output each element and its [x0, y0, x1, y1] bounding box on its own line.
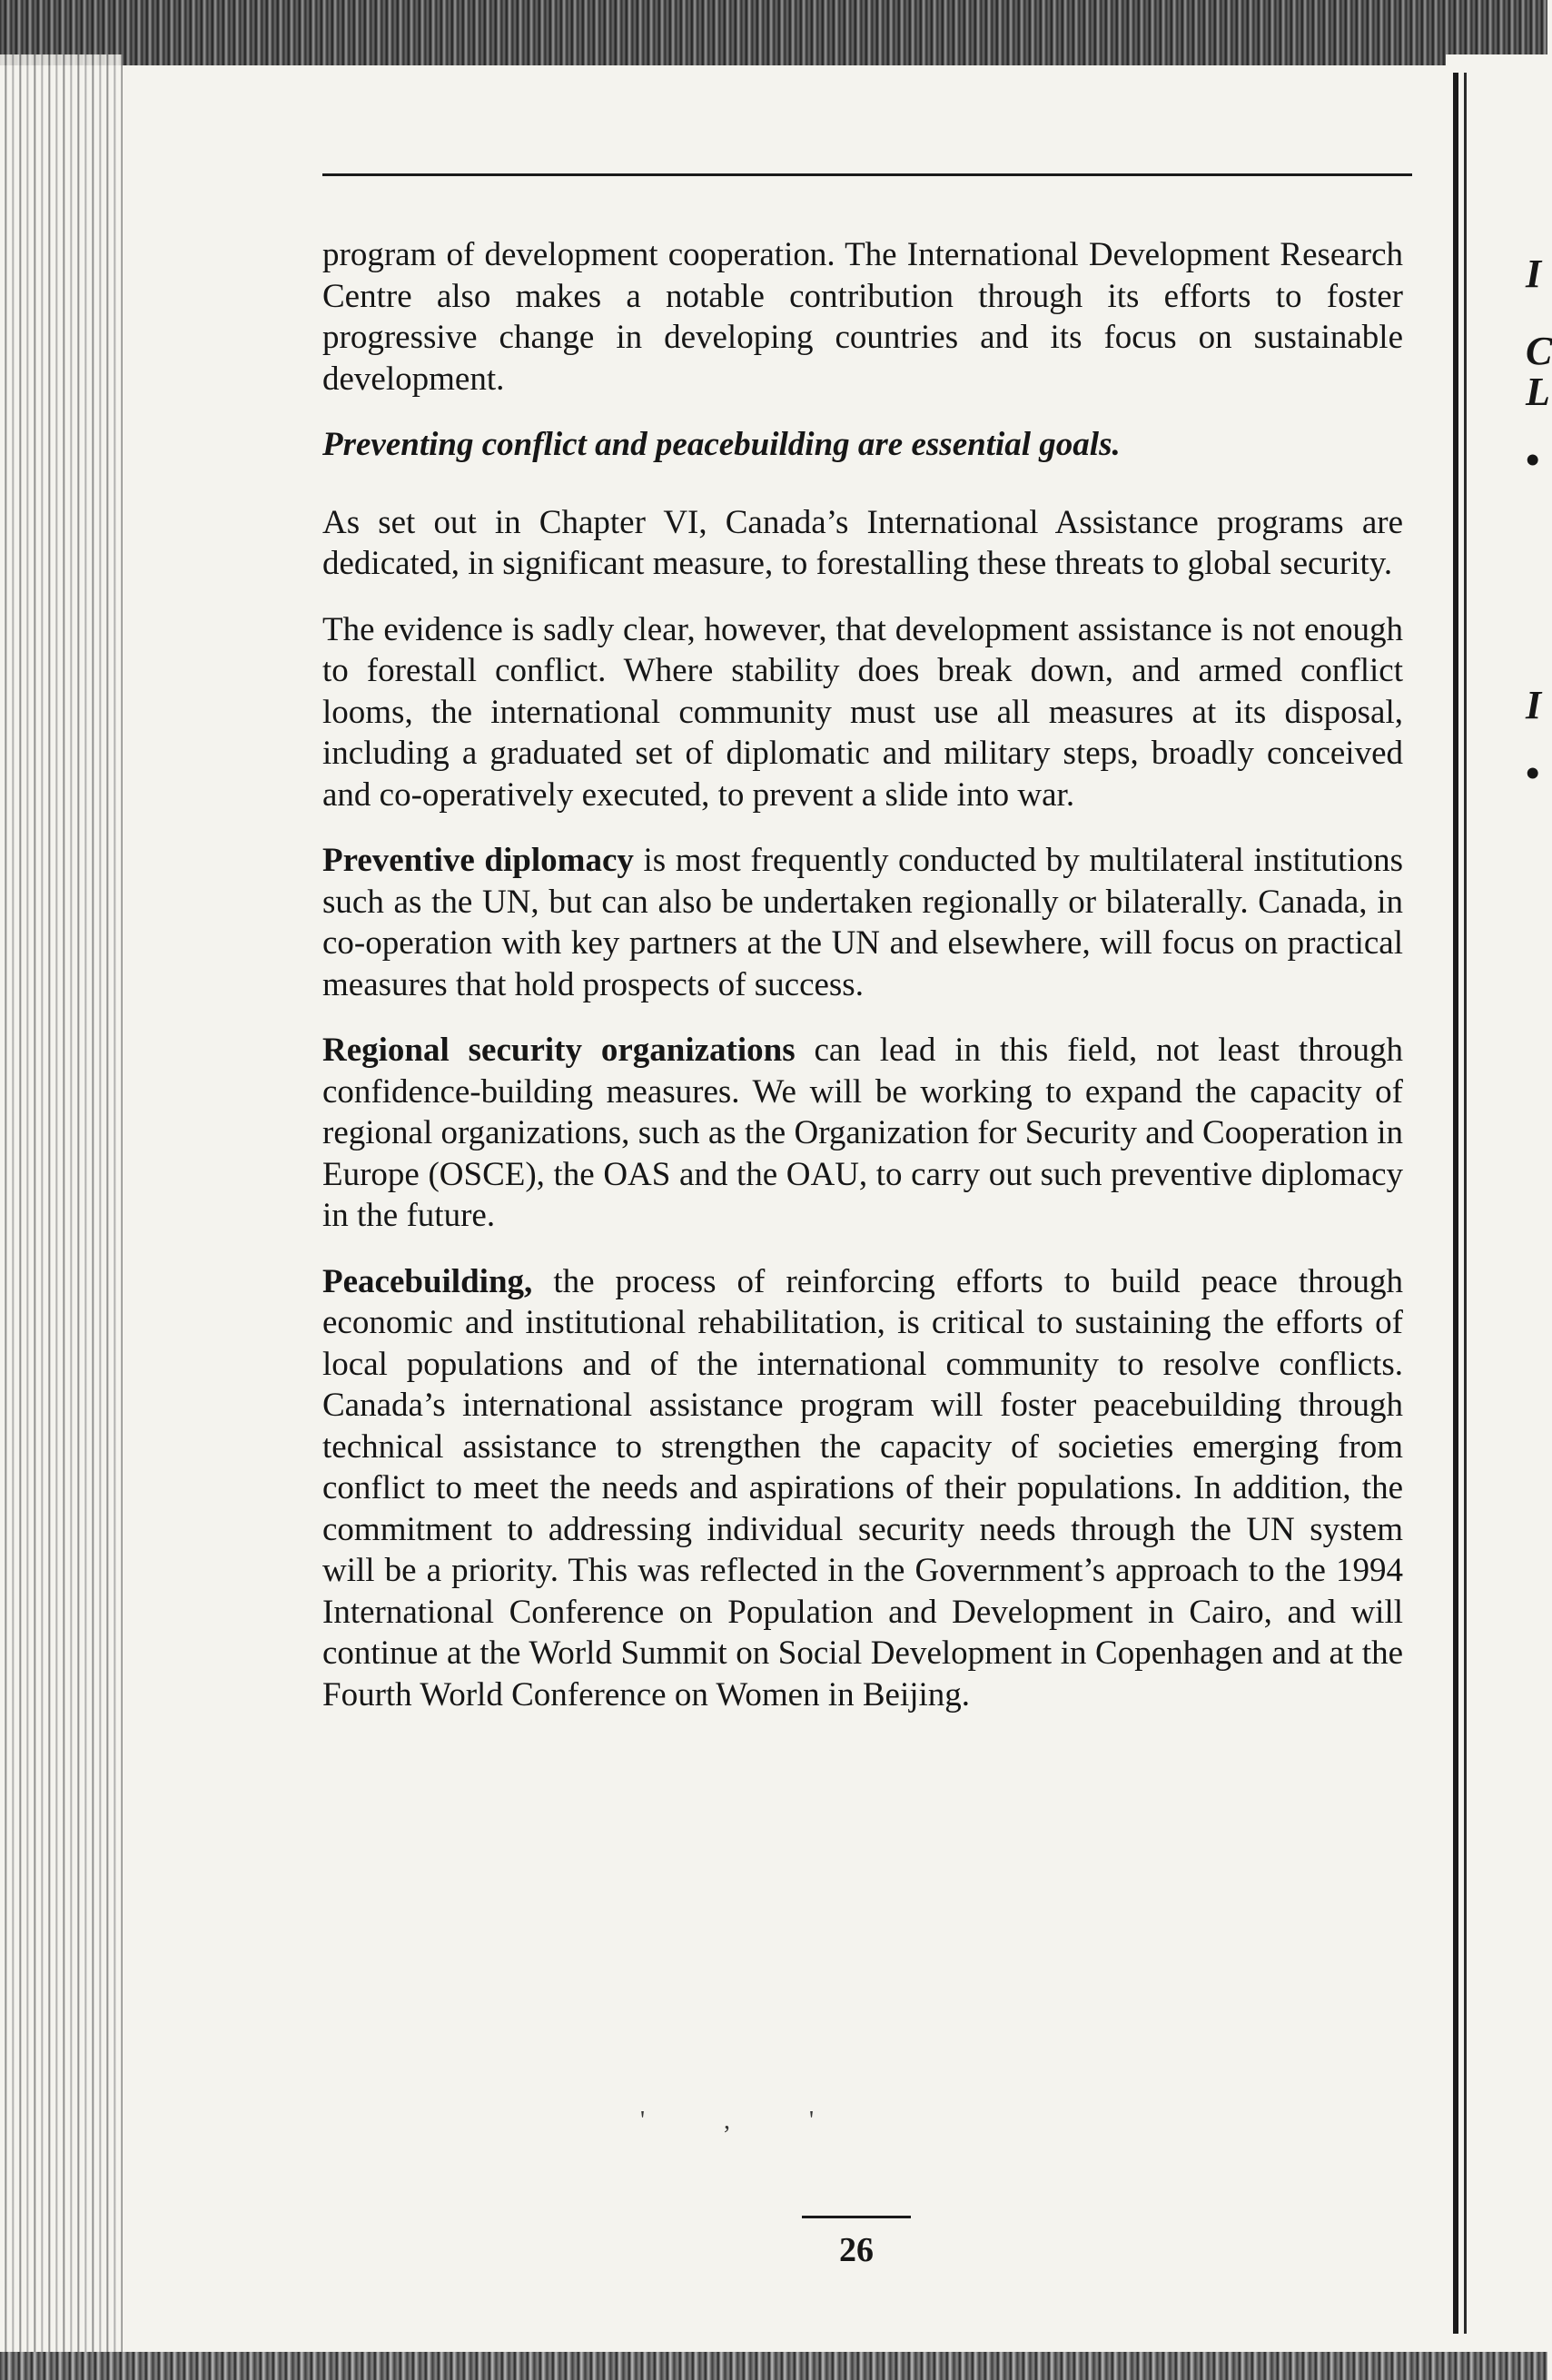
adjacent-page-glyph: C: [1526, 329, 1552, 373]
adjacent-page-glyph: •: [1526, 751, 1540, 795]
page-edge-rule: [1453, 73, 1458, 2334]
scan-bottom-edge: [0, 2352, 1547, 2380]
paragraph: program of development cooperation. The International Development Research Centre also makes a notable contribution through its efforts to foster progressive change in developing countries and its focus on sustainable development.: [322, 236, 1403, 398]
paragraph-body: the process of reinforcing efforts to build peace through economic and institutional rehabilitation, is critical to sustaining the efforts of local populations and of the international community to resolve conflicts. Canada’s international assistance program will foster peacebuilding through technical assistance to strengthen the capacity of societies emerging from conflict to meet the needs and aspirations of their populations. In addition, the commitment to addressing individual security needs through the UN system will be a priority. This was reflected in the Government’s approach to the 1994 International Conference on Population and Development in Cairo, and will continue at the World Summit on Social Development in Copenhagen and at the Fourth World Conference on Women in Beijing.: [322, 1262, 1403, 1713]
paragraph-body: can lead in this field, not least through confidence-building measures. We will be working to expand the capacity of regional organizations, such as the Organization for Security and Cooperation in Europe (OSCE), the OAS and the OAU, to carry out such preventive diplomacy in the future.: [322, 1032, 1403, 1234]
paragraph-lead-term: Regional security organizations: [322, 1032, 796, 1069]
adjacent-page-glyph: I: [1526, 683, 1542, 727]
adjacent-page-glyph: •: [1526, 438, 1540, 482]
header-rule: [322, 173, 1412, 176]
adjacent-page-glyph: I: [1526, 252, 1542, 296]
paragraph: [322, 1030, 1403, 1237]
paragraph: The evidence is sadly clear, however, that development assistance is not enough to forestall conflict. Where stability does break down, and armed conflict looms, the international community must use all measures at its disposal, including a graduated set of diplomatic and military steps, broadly conceived and co-operatively executed, to prevent a slide into war.: [322, 610, 1403, 814]
paragraph: [322, 1261, 1403, 1716]
footer-rule: [802, 2216, 911, 2218]
scan-top-edge: [0, 0, 1547, 65]
book-gutter: [0, 54, 123, 2361]
paragraph: As set out in Chapter VI, Canada’s International Assistance programs are dedicated, in significant measure, to forestalling these threats to global security.: [322, 503, 1403, 582]
section-subheading: Preventing conflict and peacebuilding are essential goals.: [322, 426, 1121, 463]
paragraph: [322, 840, 1403, 1005]
paragraph-body: is most frequently conducted by multilateral institutions such as the UN, but can also be undertaken regionally or bilaterally. Canada, in co-operation with key partners at the UN and elsewhere, will focus on practical measures that hold prospects of success.: [322, 842, 1403, 1003]
page-number: 26: [839, 2231, 874, 2269]
scan-specks: ' , ': [640, 2107, 851, 2135]
page-body: [322, 234, 1403, 1740]
paragraph-lead-term: Preventive diplomacy: [322, 842, 634, 879]
paragraph-lead-term: Peacebuilding,: [322, 1262, 533, 1300]
page-edge-rule-inner: [1464, 73, 1467, 2334]
adjacent-page-glyph: L: [1526, 370, 1550, 414]
